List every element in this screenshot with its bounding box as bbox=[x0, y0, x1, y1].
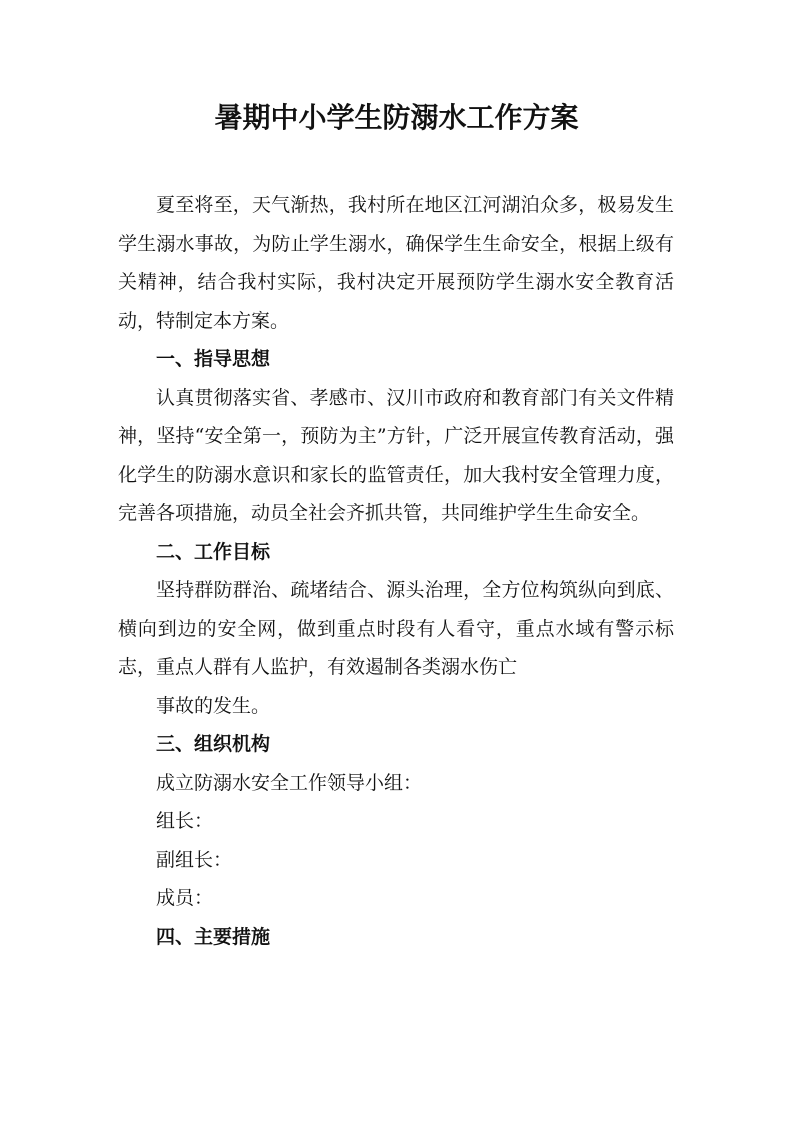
section-heading-organization: 三、组织机构 bbox=[156, 733, 271, 755]
guiding-ideology-paragraph: 认真贯彻落实省、孝感市、汉川市政府和教育部门有关文件精神，坚持“安全第一，预防为主”方针，广泛开展宣传教育活动，强化学生的防溺水意识和家长的监管责任，加大我村安全管理力度，完善各项措施，动员全社会齐抓共管，共同维护学生生命安全。 bbox=[118, 386, 674, 524]
section-heading-work-goals: 二、工作目标 bbox=[156, 540, 271, 563]
section-heading-guiding-ideology: 一、指导思想 bbox=[156, 348, 271, 370]
section-heading-main-measures: 四、主要措施 bbox=[156, 925, 271, 948]
document-title: 暑期中小学生防溺水工作方案 bbox=[214, 101, 579, 134]
organization-line-leader: 组长： bbox=[156, 810, 214, 832]
organization-line-members: 成员： bbox=[156, 887, 214, 909]
intro-paragraph: 夏至将至，天气渐热，我村所在地区江河湖泊众多，极易发生学生溺水事故，为防止学生溺水，确保学生生命安全，根据上级有关精神，结合我村实际，我村决定开展预防学生溺水安全教育活动，特制定本方案。 bbox=[118, 194, 674, 332]
document-body bbox=[118, 186, 674, 956]
work-goals-paragraph: 坚持群防群治、疏堵结合、源头治理，全方位构筑纵向到底、横向到边的安全网，做到重点时段有人看守，重点水域有警示标志，重点人群有人监护，有效遏制各类溺水伤亡 bbox=[118, 579, 674, 678]
organization-line-group: 成立防溺水安全工作领导小组： bbox=[156, 771, 423, 794]
organization-line-deputy-leader: 副组长： bbox=[156, 848, 233, 871]
work-goals-continuation: 事故的发生。 bbox=[156, 694, 271, 717]
